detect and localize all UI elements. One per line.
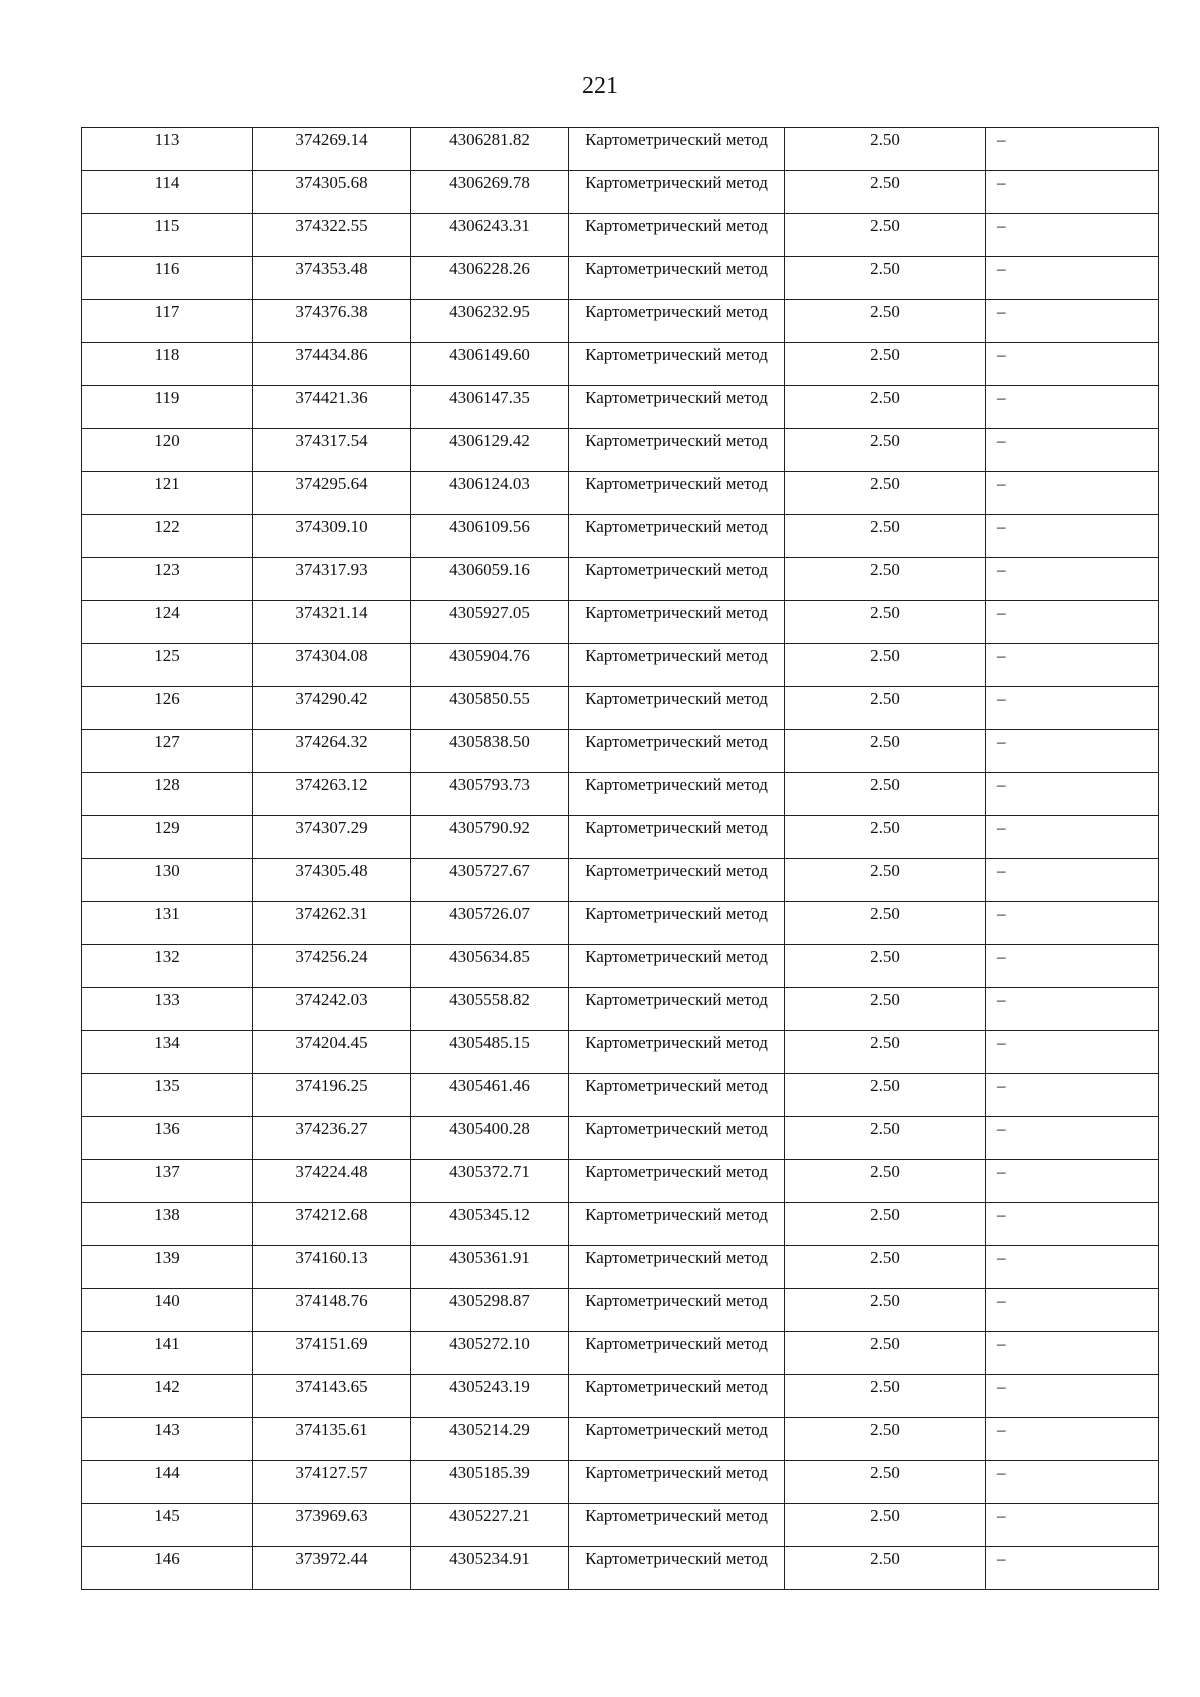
accuracy-cell: 2.50 xyxy=(785,429,986,472)
table-row xyxy=(82,1160,1159,1203)
point-number-cell: 113 xyxy=(82,128,253,171)
coordinate-x-cell: 374242.03 xyxy=(253,988,411,1031)
point-number-cell: 145 xyxy=(82,1504,253,1547)
point-number-cell: 114 xyxy=(82,171,253,214)
method-cell: Картометрический метод xyxy=(569,1289,785,1332)
accuracy-cell: 2.50 xyxy=(785,171,986,214)
point-number-cell: 117 xyxy=(82,300,253,343)
coordinate-x-cell: 374263.12 xyxy=(253,773,411,816)
accuracy-cell: 2.50 xyxy=(785,859,986,902)
coordinate-x-cell: 373972.44 xyxy=(253,1547,411,1590)
method-cell: Картометрический метод xyxy=(569,1031,785,1074)
note-cell: – xyxy=(986,1504,1159,1547)
table-row xyxy=(82,257,1159,300)
coordinate-x-cell: 374353.48 xyxy=(253,257,411,300)
method-cell: Картометрический метод xyxy=(569,644,785,687)
note-cell: – xyxy=(986,1031,1159,1074)
note-cell: – xyxy=(986,558,1159,601)
coordinate-x-cell: 374305.68 xyxy=(253,171,411,214)
accuracy-cell: 2.50 xyxy=(785,300,986,343)
coordinate-x-cell: 374204.45 xyxy=(253,1031,411,1074)
table-row xyxy=(82,1504,1159,1547)
point-number-cell: 140 xyxy=(82,1289,253,1332)
point-number-cell: 115 xyxy=(82,214,253,257)
coordinate-y-cell: 4306147.35 xyxy=(411,386,569,429)
coordinate-x-cell: 374264.32 xyxy=(253,730,411,773)
method-cell: Картометрический метод xyxy=(569,171,785,214)
coordinate-y-cell: 4305790.92 xyxy=(411,816,569,859)
method-cell: Картометрический метод xyxy=(569,1074,785,1117)
method-cell: Картометрический метод xyxy=(569,902,785,945)
table-row xyxy=(82,1074,1159,1117)
method-cell: Картометрический метод xyxy=(569,1332,785,1375)
method-cell: Картометрический метод xyxy=(569,816,785,859)
coordinate-y-cell: 4305838.50 xyxy=(411,730,569,773)
note-cell: – xyxy=(986,1547,1159,1590)
method-cell: Картометрический метод xyxy=(569,1547,785,1590)
note-cell: – xyxy=(986,945,1159,988)
table-row xyxy=(82,988,1159,1031)
coordinate-x-cell: 374309.10 xyxy=(253,515,411,558)
point-number-cell: 124 xyxy=(82,601,253,644)
point-number-cell: 123 xyxy=(82,558,253,601)
table-row xyxy=(82,1375,1159,1418)
accuracy-cell: 2.50 xyxy=(785,128,986,171)
point-number-cell: 127 xyxy=(82,730,253,773)
method-cell: Картометрический метод xyxy=(569,343,785,386)
table-row xyxy=(82,687,1159,730)
point-number-cell: 125 xyxy=(82,644,253,687)
note-cell: – xyxy=(986,300,1159,343)
method-cell: Картометрический метод xyxy=(569,1117,785,1160)
method-cell: Картометрический метод xyxy=(569,730,785,773)
coordinate-x-cell: 374143.65 xyxy=(253,1375,411,1418)
point-number-cell: 128 xyxy=(82,773,253,816)
accuracy-cell: 2.50 xyxy=(785,558,986,601)
point-number-cell: 116 xyxy=(82,257,253,300)
note-cell: – xyxy=(986,1418,1159,1461)
table-row xyxy=(82,429,1159,472)
coordinate-y-cell: 4306109.56 xyxy=(411,515,569,558)
point-number-cell: 142 xyxy=(82,1375,253,1418)
point-number-cell: 144 xyxy=(82,1461,253,1504)
accuracy-cell: 2.50 xyxy=(785,257,986,300)
method-cell: Картометрический метод xyxy=(569,128,785,171)
note-cell: – xyxy=(986,1461,1159,1504)
coordinate-y-cell: 4305850.55 xyxy=(411,687,569,730)
table-row xyxy=(82,1117,1159,1160)
point-number-cell: 134 xyxy=(82,1031,253,1074)
point-number-cell: 136 xyxy=(82,1117,253,1160)
method-cell: Картометрический метод xyxy=(569,773,785,816)
table-row xyxy=(82,472,1159,515)
note-cell: – xyxy=(986,816,1159,859)
coordinate-y-cell: 4305272.10 xyxy=(411,1332,569,1375)
method-cell: Картометрический метод xyxy=(569,214,785,257)
coordinate-y-cell: 4306232.95 xyxy=(411,300,569,343)
point-number-cell: 118 xyxy=(82,343,253,386)
method-cell: Картометрический метод xyxy=(569,1375,785,1418)
accuracy-cell: 2.50 xyxy=(785,1246,986,1289)
method-cell: Картометрический метод xyxy=(569,386,785,429)
accuracy-cell: 2.50 xyxy=(785,687,986,730)
note-cell: – xyxy=(986,1203,1159,1246)
method-cell: Картометрический метод xyxy=(569,988,785,1031)
coordinate-x-cell: 373969.63 xyxy=(253,1504,411,1547)
table-row xyxy=(82,773,1159,816)
method-cell: Картометрический метод xyxy=(569,429,785,472)
coordinate-x-cell: 374322.55 xyxy=(253,214,411,257)
table-row xyxy=(82,859,1159,902)
point-number-cell: 146 xyxy=(82,1547,253,1590)
accuracy-cell: 2.50 xyxy=(785,1031,986,1074)
accuracy-cell: 2.50 xyxy=(785,902,986,945)
coordinate-x-cell: 374317.93 xyxy=(253,558,411,601)
coordinate-y-cell: 4305234.91 xyxy=(411,1547,569,1590)
table-row xyxy=(82,730,1159,773)
coordinate-y-cell: 4305372.71 xyxy=(411,1160,569,1203)
coordinate-x-cell: 374317.54 xyxy=(253,429,411,472)
point-number-cell: 143 xyxy=(82,1418,253,1461)
table-row xyxy=(82,945,1159,988)
accuracy-cell: 2.50 xyxy=(785,730,986,773)
coordinate-y-cell: 4305227.21 xyxy=(411,1504,569,1547)
coordinate-y-cell: 4305793.73 xyxy=(411,773,569,816)
method-cell: Картометрический метод xyxy=(569,1418,785,1461)
accuracy-cell: 2.50 xyxy=(785,1461,986,1504)
method-cell: Картометрический метод xyxy=(569,945,785,988)
table-row xyxy=(82,343,1159,386)
page-number: 221 xyxy=(582,73,618,99)
point-number-cell: 120 xyxy=(82,429,253,472)
point-number-cell: 138 xyxy=(82,1203,253,1246)
method-cell: Картометрический метод xyxy=(569,601,785,644)
accuracy-cell: 2.50 xyxy=(785,1547,986,1590)
accuracy-cell: 2.50 xyxy=(785,386,986,429)
coordinate-y-cell: 4305726.07 xyxy=(411,902,569,945)
coordinate-y-cell: 4305904.76 xyxy=(411,644,569,687)
table-row xyxy=(82,1461,1159,1504)
table-row xyxy=(82,1246,1159,1289)
table-row xyxy=(82,1289,1159,1332)
point-number-cell: 133 xyxy=(82,988,253,1031)
point-number-cell: 141 xyxy=(82,1332,253,1375)
note-cell: – xyxy=(986,1160,1159,1203)
accuracy-cell: 2.50 xyxy=(785,1375,986,1418)
note-cell: – xyxy=(986,644,1159,687)
accuracy-cell: 2.50 xyxy=(785,816,986,859)
coordinate-y-cell: 4305927.05 xyxy=(411,601,569,644)
coordinate-x-cell: 374269.14 xyxy=(253,128,411,171)
accuracy-cell: 2.50 xyxy=(785,1117,986,1160)
table-row xyxy=(82,558,1159,601)
coordinates-table xyxy=(81,127,1159,1590)
coordinate-x-cell: 374256.24 xyxy=(253,945,411,988)
table-row xyxy=(82,644,1159,687)
method-cell: Картометрический метод xyxy=(569,300,785,343)
method-cell: Картометрический метод xyxy=(569,515,785,558)
method-cell: Картометрический метод xyxy=(569,472,785,515)
accuracy-cell: 2.50 xyxy=(785,1332,986,1375)
coordinate-x-cell: 374127.57 xyxy=(253,1461,411,1504)
note-cell: – xyxy=(986,1375,1159,1418)
point-number-cell: 126 xyxy=(82,687,253,730)
coordinate-x-cell: 374151.69 xyxy=(253,1332,411,1375)
note-cell: – xyxy=(986,429,1159,472)
coordinate-x-cell: 374305.48 xyxy=(253,859,411,902)
note-cell: – xyxy=(986,257,1159,300)
coordinate-y-cell: 4306269.78 xyxy=(411,171,569,214)
note-cell: – xyxy=(986,343,1159,386)
accuracy-cell: 2.50 xyxy=(785,1074,986,1117)
coordinate-y-cell: 4306243.31 xyxy=(411,214,569,257)
coordinate-x-cell: 374262.31 xyxy=(253,902,411,945)
table-row xyxy=(82,1332,1159,1375)
coordinate-x-cell: 374376.38 xyxy=(253,300,411,343)
accuracy-cell: 2.50 xyxy=(785,1418,986,1461)
note-cell: – xyxy=(986,472,1159,515)
table-row xyxy=(82,601,1159,644)
accuracy-cell: 2.50 xyxy=(785,343,986,386)
table-row xyxy=(82,300,1159,343)
coordinate-x-cell: 374212.68 xyxy=(253,1203,411,1246)
accuracy-cell: 2.50 xyxy=(785,1504,986,1547)
note-cell: – xyxy=(986,386,1159,429)
point-number-cell: 121 xyxy=(82,472,253,515)
method-cell: Картометрический метод xyxy=(569,859,785,902)
coordinate-x-cell: 374307.29 xyxy=(253,816,411,859)
table-row xyxy=(82,816,1159,859)
table-row xyxy=(82,515,1159,558)
point-number-cell: 135 xyxy=(82,1074,253,1117)
coordinate-y-cell: 4305361.91 xyxy=(411,1246,569,1289)
table-row xyxy=(82,386,1159,429)
note-cell: – xyxy=(986,902,1159,945)
note-cell: – xyxy=(986,128,1159,171)
point-number-cell: 129 xyxy=(82,816,253,859)
note-cell: – xyxy=(986,988,1159,1031)
point-number-cell: 137 xyxy=(82,1160,253,1203)
note-cell: – xyxy=(986,515,1159,558)
note-cell: – xyxy=(986,1074,1159,1117)
note-cell: – xyxy=(986,171,1159,214)
coordinate-y-cell: 4305727.67 xyxy=(411,859,569,902)
method-cell: Картометрический метод xyxy=(569,1461,785,1504)
point-number-cell: 119 xyxy=(82,386,253,429)
coordinate-x-cell: 374290.42 xyxy=(253,687,411,730)
coordinate-y-cell: 4306149.60 xyxy=(411,343,569,386)
accuracy-cell: 2.50 xyxy=(785,214,986,257)
table-row xyxy=(82,1418,1159,1461)
table-row xyxy=(82,128,1159,171)
coordinate-y-cell: 4305634.85 xyxy=(411,945,569,988)
coordinate-x-cell: 374434.86 xyxy=(253,343,411,386)
table-row xyxy=(82,1547,1159,1590)
coordinate-y-cell: 4305243.19 xyxy=(411,1375,569,1418)
note-cell: – xyxy=(986,1117,1159,1160)
table-row xyxy=(82,902,1159,945)
coordinate-x-cell: 374304.08 xyxy=(253,644,411,687)
coordinate-y-cell: 4305558.82 xyxy=(411,988,569,1031)
table-row xyxy=(82,1203,1159,1246)
accuracy-cell: 2.50 xyxy=(785,472,986,515)
accuracy-cell: 2.50 xyxy=(785,1289,986,1332)
coordinate-y-cell: 4305185.39 xyxy=(411,1461,569,1504)
point-number-cell: 139 xyxy=(82,1246,253,1289)
note-cell: – xyxy=(986,1289,1159,1332)
accuracy-cell: 2.50 xyxy=(785,773,986,816)
coordinate-x-cell: 374321.14 xyxy=(253,601,411,644)
table-row xyxy=(82,214,1159,257)
note-cell: – xyxy=(986,730,1159,773)
note-cell: – xyxy=(986,773,1159,816)
accuracy-cell: 2.50 xyxy=(785,1203,986,1246)
coordinate-y-cell: 4306281.82 xyxy=(411,128,569,171)
note-cell: – xyxy=(986,687,1159,730)
coordinate-y-cell: 4305214.29 xyxy=(411,1418,569,1461)
coordinate-x-cell: 374224.48 xyxy=(253,1160,411,1203)
method-cell: Картометрический метод xyxy=(569,1504,785,1547)
point-number-cell: 122 xyxy=(82,515,253,558)
coordinates-table-body xyxy=(82,128,1159,1590)
coordinate-y-cell: 4306228.26 xyxy=(411,257,569,300)
coordinate-x-cell: 374196.25 xyxy=(253,1074,411,1117)
method-cell: Картометрический метод xyxy=(569,1203,785,1246)
coordinate-x-cell: 374148.76 xyxy=(253,1289,411,1332)
point-number-cell: 130 xyxy=(82,859,253,902)
method-cell: Картометрический метод xyxy=(569,1160,785,1203)
coordinate-y-cell: 4306124.03 xyxy=(411,472,569,515)
table-row xyxy=(82,1031,1159,1074)
accuracy-cell: 2.50 xyxy=(785,988,986,1031)
point-number-cell: 132 xyxy=(82,945,253,988)
coordinate-x-cell: 374236.27 xyxy=(253,1117,411,1160)
note-cell: – xyxy=(986,859,1159,902)
coordinate-y-cell: 4305485.15 xyxy=(411,1031,569,1074)
coordinate-x-cell: 374295.64 xyxy=(253,472,411,515)
coordinate-x-cell: 374135.61 xyxy=(253,1418,411,1461)
coordinate-y-cell: 4305461.46 xyxy=(411,1074,569,1117)
point-number-cell: 131 xyxy=(82,902,253,945)
table-row xyxy=(82,171,1159,214)
accuracy-cell: 2.50 xyxy=(785,945,986,988)
note-cell: – xyxy=(986,1246,1159,1289)
method-cell: Картометрический метод xyxy=(569,558,785,601)
accuracy-cell: 2.50 xyxy=(785,601,986,644)
coordinate-y-cell: 4305400.28 xyxy=(411,1117,569,1160)
method-cell: Картометрический метод xyxy=(569,1246,785,1289)
coordinate-x-cell: 374421.36 xyxy=(253,386,411,429)
accuracy-cell: 2.50 xyxy=(785,515,986,558)
method-cell: Картометрический метод xyxy=(569,687,785,730)
coordinate-y-cell: 4305345.12 xyxy=(411,1203,569,1246)
accuracy-cell: 2.50 xyxy=(785,644,986,687)
note-cell: – xyxy=(986,1332,1159,1375)
coordinate-x-cell: 374160.13 xyxy=(253,1246,411,1289)
method-cell: Картометрический метод xyxy=(569,257,785,300)
note-cell: – xyxy=(986,601,1159,644)
coordinate-y-cell: 4306059.16 xyxy=(411,558,569,601)
coordinate-y-cell: 4306129.42 xyxy=(411,429,569,472)
note-cell: – xyxy=(986,214,1159,257)
coordinate-y-cell: 4305298.87 xyxy=(411,1289,569,1332)
accuracy-cell: 2.50 xyxy=(785,1160,986,1203)
